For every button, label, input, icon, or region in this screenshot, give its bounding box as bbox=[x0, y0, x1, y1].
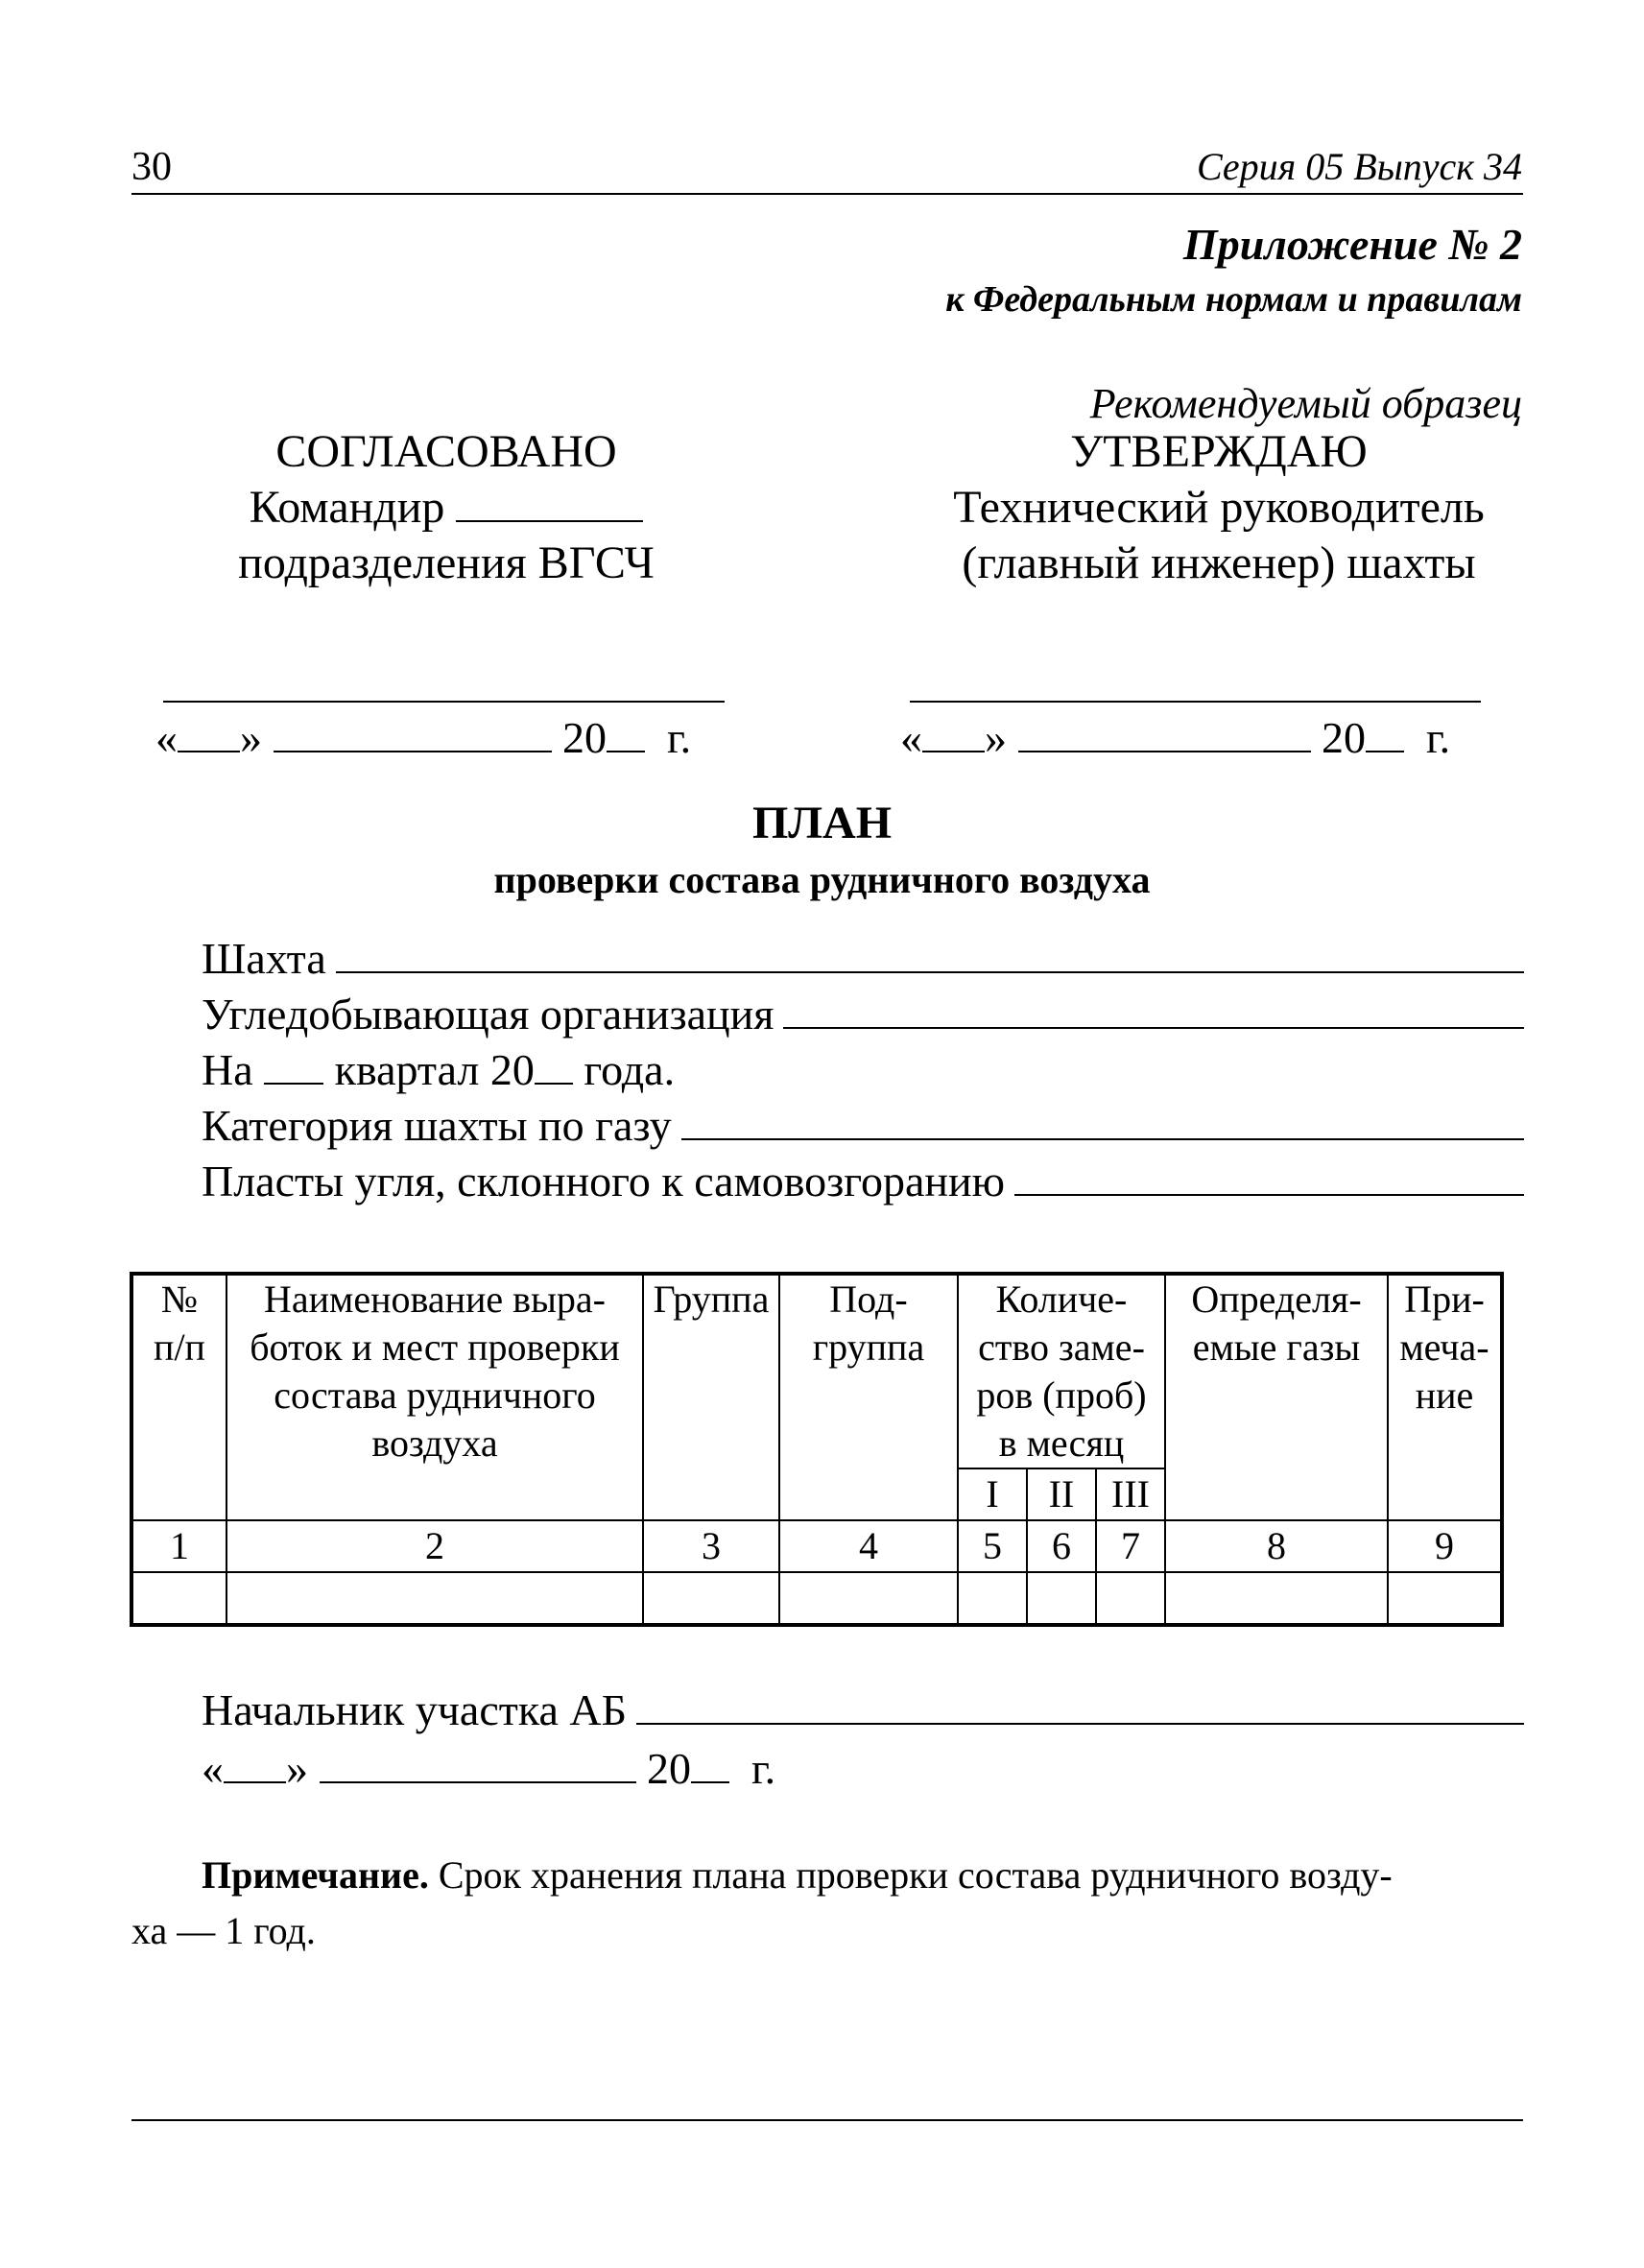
year-blank[interactable] bbox=[607, 751, 645, 752]
table-cell[interactable] bbox=[226, 1572, 643, 1625]
table-cell[interactable] bbox=[779, 1572, 958, 1625]
col-number: 4 bbox=[779, 1520, 958, 1572]
col-number: 5 bbox=[958, 1520, 1027, 1572]
recommended-sample: Рекомендуемый образец bbox=[1089, 380, 1522, 427]
col-number: 7 bbox=[1096, 1520, 1165, 1572]
footnote bbox=[131, 1848, 1523, 1959]
table-cell[interactable] bbox=[1388, 1572, 1502, 1625]
day-blank[interactable] bbox=[922, 751, 985, 752]
year-blank[interactable] bbox=[691, 1781, 729, 1783]
th-month-2: II bbox=[1027, 1468, 1096, 1520]
approval-left-unit: подразделения ВГСЧ bbox=[238, 537, 655, 588]
plan-subtitle: проверки состава рудничного воздуха bbox=[493, 858, 1151, 901]
org-row: Угледобывающая организация bbox=[202, 987, 1524, 1042]
table-cell[interactable] bbox=[1096, 1572, 1165, 1625]
col-number: 2 bbox=[226, 1520, 643, 1572]
left-date: « » 20 г. bbox=[155, 713, 692, 762]
chief-field[interactable] bbox=[636, 1721, 1524, 1725]
chief-date: « » 20 г. bbox=[202, 1744, 776, 1793]
table-cell[interactable] bbox=[1165, 1572, 1388, 1625]
month-blank[interactable] bbox=[1018, 751, 1311, 752]
form-fields bbox=[202, 931, 1524, 1209]
page-number: 30 bbox=[131, 145, 172, 189]
footer-rule bbox=[131, 2119, 1523, 2121]
approval-right-position2: (главный инженер) шахты bbox=[962, 537, 1476, 588]
th-subgroup: Под- группа bbox=[779, 1274, 958, 1520]
month-blank[interactable] bbox=[274, 751, 552, 752]
th-month-1: I bbox=[958, 1468, 1027, 1520]
left-signature-line[interactable] bbox=[163, 701, 725, 703]
th-note: При- меча- ние bbox=[1388, 1274, 1502, 1520]
col-number: 6 bbox=[1027, 1520, 1096, 1572]
column-number-row bbox=[131, 1520, 1502, 1572]
approval-right-title: УТВЕРЖДАЮ bbox=[1070, 426, 1368, 477]
table-cell[interactable] bbox=[643, 1572, 779, 1625]
appendix-subtitle: к Федеральным нормам и правилам bbox=[945, 279, 1522, 320]
note-label: Примечание. bbox=[202, 1853, 429, 1897]
day-blank[interactable] bbox=[224, 1781, 286, 1783]
quarter-blank[interactable] bbox=[264, 1083, 323, 1085]
right-date: « » 20 г. bbox=[900, 713, 1451, 762]
year-blank[interactable] bbox=[1366, 751, 1404, 752]
table-row bbox=[131, 1572, 1502, 1625]
gas-field[interactable] bbox=[681, 1136, 1524, 1140]
appendix-title: Приложение № 2 bbox=[1182, 220, 1522, 269]
gas-row: Категория шахты по газу bbox=[202, 1098, 1524, 1154]
day-blank[interactable] bbox=[178, 751, 240, 752]
chief-row: Начальник участка АБ bbox=[202, 1684, 1524, 1735]
inspection-table bbox=[130, 1272, 1504, 1627]
approval-right bbox=[869, 424, 1569, 591]
th-count: Количе- ство заме- ров (проб) в месяц bbox=[958, 1274, 1165, 1468]
coal-row: Пласты угля, склонного к самовозгоранию bbox=[202, 1154, 1524, 1209]
col-number: 3 bbox=[643, 1520, 779, 1572]
th-gases: Определя- емые газы bbox=[1165, 1274, 1388, 1520]
approval-left-commander: Командир bbox=[144, 480, 749, 536]
month-blank[interactable] bbox=[320, 1781, 636, 1783]
col-number: 1 bbox=[131, 1520, 226, 1572]
quarter-row: На квартал 20 года. bbox=[202, 1045, 676, 1094]
note-text-line2: ха — 1 год. bbox=[131, 1909, 316, 1952]
plan-title: ПЛАН bbox=[751, 798, 893, 848]
quarter-year-blank[interactable] bbox=[535, 1083, 573, 1085]
coal-field[interactable] bbox=[1014, 1192, 1524, 1196]
approval-right-position: Технический руководитель bbox=[953, 482, 1485, 533]
col-number: 9 bbox=[1388, 1520, 1502, 1572]
th-month-3: III bbox=[1096, 1468, 1165, 1520]
col-number: 8 bbox=[1165, 1520, 1388, 1572]
mine-row: Шахта bbox=[202, 931, 1524, 987]
table-cell[interactable] bbox=[958, 1572, 1027, 1625]
commander-blank[interactable] bbox=[456, 520, 643, 522]
table-cell[interactable] bbox=[1027, 1572, 1096, 1625]
right-signature-line[interactable] bbox=[910, 701, 1481, 703]
approval-left bbox=[144, 424, 749, 591]
mine-field[interactable] bbox=[336, 969, 1524, 973]
note-text-line1: Срок хранения плана проверки состава рудничного возду- bbox=[438, 1853, 1393, 1897]
chief-block bbox=[202, 1684, 1524, 1794]
th-num: № п/п bbox=[131, 1274, 226, 1520]
table-cell[interactable] bbox=[131, 1572, 226, 1625]
header-rule bbox=[131, 193, 1523, 195]
series-label: Серия 05 Выпуск 34 bbox=[1196, 145, 1522, 188]
th-group: Группа bbox=[643, 1274, 779, 1520]
th-name: Наименование выра- боток и мест проверки состава рудничного воздуха bbox=[226, 1274, 643, 1520]
approval-left-title: СОГЛАСОВАНО bbox=[275, 426, 617, 477]
org-field[interactable] bbox=[783, 1025, 1524, 1029]
